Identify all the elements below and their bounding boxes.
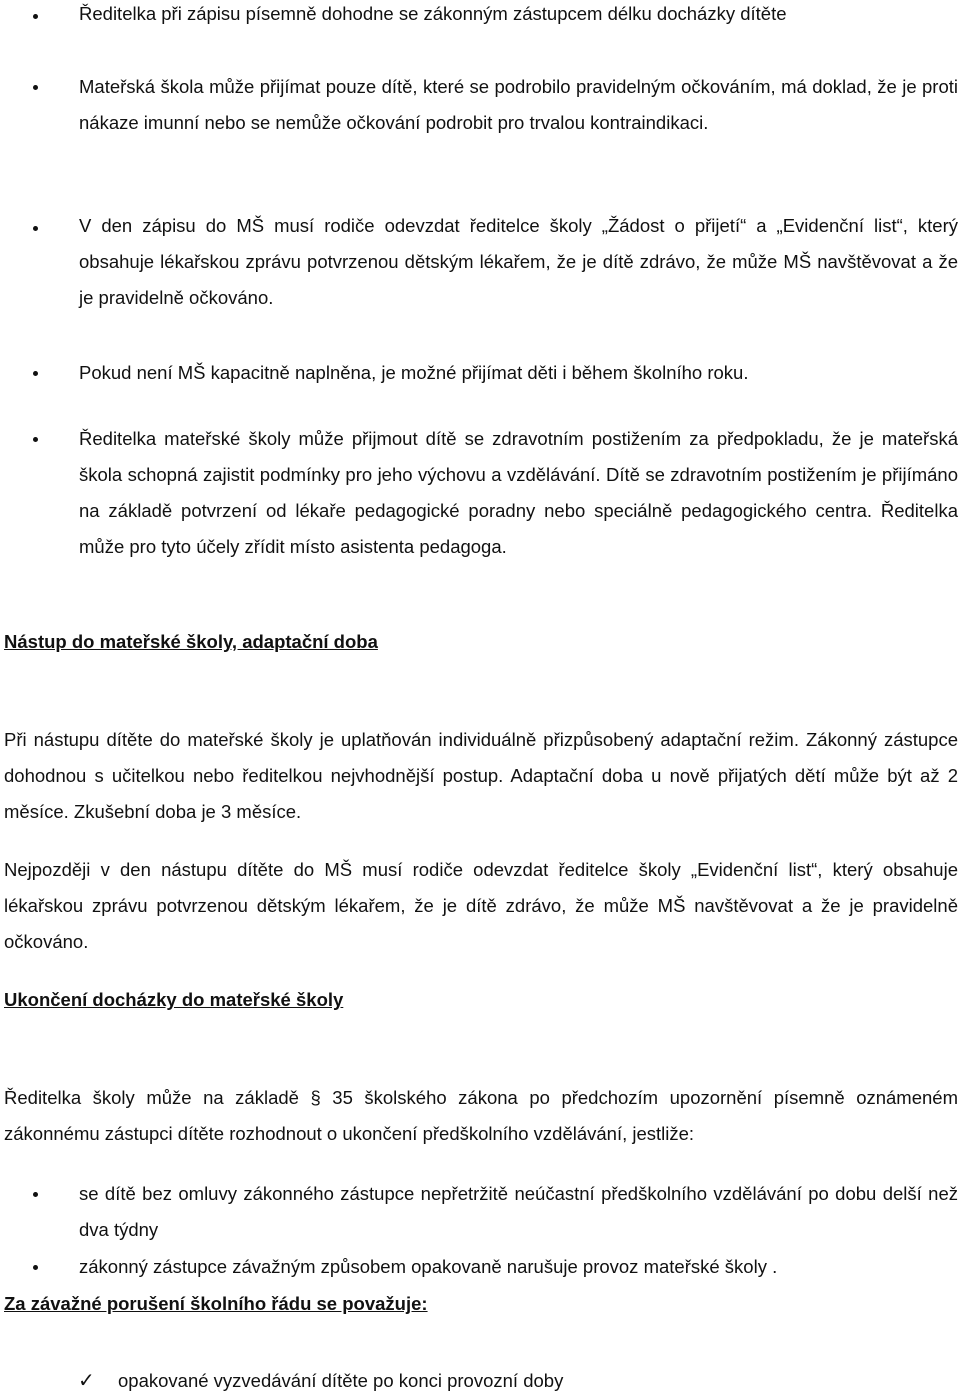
list-item: Pokud není MŠ kapacitně naplněna, je možné přijímat děti i během školního roku. bbox=[79, 362, 749, 383]
paragraph: Při nástupu dítěte do mateřské školy je uplatňován individuálně přizpůsobený adaptační režim. Zákonný zástupce dohodnou s učitelkou nebo ředitelkou nejvhodnější postup. Adaptační doba u nově přijatých dětí může být až 2 měsíce. Zkušební doba je 3 měsíce. bbox=[4, 729, 958, 822]
bullet-dot bbox=[33, 437, 38, 442]
bullet-dot bbox=[33, 14, 38, 19]
list-item: V den zápisu do MŠ musí rodiče odevzdat ředitelce školy „Žádost o přijetí“ a „Evidenční list“, který obsahuje lékařskou zprávu potvrzenou dětským lékařem, že je dítě zdrávo, že může MŠ navštěvovat a že je pravidelně očkováno. bbox=[79, 215, 958, 308]
list-item: se dítě bez omluvy zákonného zástupce nepřetržitě neúčastní předškolního vzdělávání po dobu delší než dva týdny bbox=[79, 1183, 958, 1240]
list-item: opakované vyzvedávání dítěte po konci provozní doby bbox=[118, 1370, 564, 1391]
bullet-dot bbox=[33, 371, 38, 376]
list-item: Mateřská škola může přijímat pouze dítě, které se podrobilo pravidelným očkováním, má doklad, že je proti nákaze imunní nebo se nemůže očkování podrobit pro trvalou kontraindikaci. bbox=[79, 76, 958, 133]
list-item: Ředitelka při zápisu písemně dohodne se zákonným zástupcem délku docházky dítěte bbox=[79, 3, 787, 24]
bullet-dot bbox=[33, 85, 38, 90]
check-icon: ✓ bbox=[78, 1370, 95, 1392]
bullet-dot bbox=[33, 1192, 38, 1197]
list-item: Ředitelka mateřské školy může přijmout dítě se zdravotním postižením za předpokladu, že je mateřská škola schopná zajistit podmínky pro jeho výchovu a vzdělávání. Dítě se zdravotním postižením je přijímáno na základě potvrzení od lékaře pedagogické poradny nebo speciálně pedagogického centra. Ředitelka může pro tyto účely zřídit místo asistenta pedagoga. bbox=[79, 428, 958, 557]
section-heading-nastup: Nástup do mateřské školy, adaptační doba bbox=[4, 631, 378, 652]
bullet-dot bbox=[33, 226, 38, 231]
list-item: zákonný zástupce závažným způsobem opakovaně narušuje provoz mateřské školy . bbox=[79, 1256, 778, 1277]
section-heading-ukonceni: Ukončení docházky do mateřské školy bbox=[4, 989, 344, 1010]
bullet-dot bbox=[33, 1265, 38, 1270]
paragraph: Ředitelka školy může na základě § 35 školského zákona po předchozím upozornění písemně oznámeném zákonnému zástupci dítěte rozhodnout o ukončení předškolního vzdělávání, jestliže: bbox=[4, 1087, 958, 1144]
paragraph: Nejpozději v den nástupu dítěte do MŠ musí rodiče odevzdat ředitelce školy „Evidenční list“, který obsahuje lékařskou zprávu potvrzenou dětským lékařem, že je dítě zdrávo, že může MŠ navštěvovat a že je pravidelně očkováno. bbox=[4, 859, 958, 952]
section-heading-poruseni: Za závažné porušení školního řádu se považuje: bbox=[4, 1293, 428, 1314]
